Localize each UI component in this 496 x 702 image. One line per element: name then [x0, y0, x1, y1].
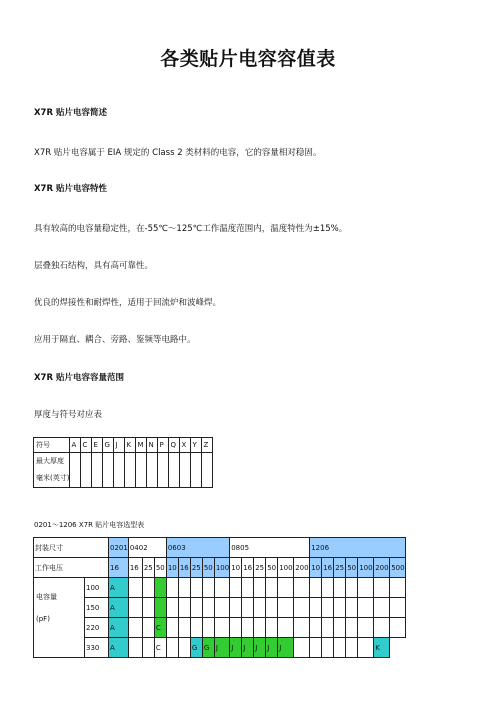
- selection-table-caption: 0201～1206 X7R 贴片电容选型表: [34, 521, 145, 529]
- table-cell: 25: [190, 558, 202, 578]
- table-cell: [166, 618, 178, 638]
- table-cell: 50: [266, 558, 278, 578]
- table-cell: G: [202, 638, 214, 658]
- table-cell: [136, 453, 147, 488]
- table-cell: [103, 453, 114, 488]
- table-cell: [158, 453, 169, 488]
- table-cell: A: [109, 578, 129, 598]
- table-cell: [346, 598, 358, 618]
- table-cell: [202, 618, 214, 638]
- table-cell: [81, 453, 92, 488]
- table-cell: 50: [346, 558, 358, 578]
- table-cell: [374, 598, 390, 618]
- table-cell: [178, 598, 190, 618]
- table-cell: [142, 578, 154, 598]
- table-cell: 16: [128, 558, 142, 578]
- table-row: [34, 638, 406, 658]
- table-cell: K: [374, 638, 390, 658]
- table-cell: [128, 598, 142, 618]
- table-cell: [214, 578, 229, 598]
- table-cell: [230, 618, 242, 638]
- table-cell: [147, 453, 158, 488]
- table-cell: [254, 578, 266, 598]
- table-cell: [390, 578, 406, 598]
- table-cell: 220: [85, 618, 109, 638]
- table-cell: N: [147, 438, 158, 453]
- table-cell: 50: [202, 558, 214, 578]
- table-cell: [322, 578, 334, 598]
- table-cell: [322, 618, 334, 638]
- table-cell: [178, 638, 190, 658]
- table-cell: C: [81, 438, 92, 453]
- table-cell: [114, 453, 125, 488]
- table-cell: J: [214, 638, 229, 658]
- table-cell: X: [180, 438, 191, 453]
- table-cell: [214, 618, 229, 638]
- table-cell: [154, 598, 166, 618]
- section-heading-features: X7R 贴片电容特性: [34, 184, 107, 194]
- table-cell: [178, 618, 190, 638]
- table-cell: 200: [294, 558, 310, 578]
- table-row: [34, 538, 406, 558]
- table-cell: M: [136, 438, 147, 453]
- table-cell: [322, 638, 334, 658]
- table-cell: [358, 598, 374, 618]
- table-cell: [266, 578, 278, 598]
- table-cell: [142, 638, 154, 658]
- table-row: [34, 453, 213, 488]
- thickness-label-line1: 最大厚度: [36, 457, 64, 465]
- table-cell: 0402: [128, 538, 166, 558]
- table-cell: A: [109, 638, 129, 658]
- table-cell: [310, 618, 322, 638]
- table-cell: [358, 578, 374, 598]
- table-cell: [294, 578, 310, 598]
- table-cell: 100: [214, 558, 229, 578]
- table-cell: [191, 453, 202, 488]
- table-cell: 25: [142, 558, 154, 578]
- table-cell: 0805: [230, 538, 310, 558]
- table-row: [34, 558, 406, 578]
- table-cell: 500: [390, 558, 406, 578]
- table-cell: [310, 578, 322, 598]
- table-cell: [70, 453, 81, 488]
- table-cell: 25: [334, 558, 346, 578]
- table-cell: [190, 578, 202, 598]
- table-cell: J: [230, 638, 242, 658]
- table-cell: 0201: [109, 538, 129, 558]
- table-cell: [266, 598, 278, 618]
- table-cell: 符号: [34, 438, 70, 453]
- table-cell: J: [266, 638, 278, 658]
- table-cell: 100: [358, 558, 374, 578]
- table-cell: [190, 598, 202, 618]
- paragraph-feature-structure: 层叠独石结构，具有高可靠性。: [34, 261, 154, 271]
- table-cell: [214, 598, 229, 618]
- paragraph-feature-solder: 优良的焊接性和耐焊性，适用于回流炉和波峰焊。: [34, 298, 222, 308]
- table-cell: A: [70, 438, 81, 453]
- table-cell: 50: [154, 558, 166, 578]
- table-cell: 封装尺寸: [34, 538, 109, 558]
- table-cell: P: [158, 438, 169, 453]
- table-cell: K: [125, 438, 136, 453]
- table-cell: 330: [85, 638, 109, 658]
- table-cell: [169, 453, 180, 488]
- table-cell: [278, 598, 294, 618]
- table-cell: 16: [178, 558, 190, 578]
- table-cell: Y: [191, 438, 202, 453]
- table-cell: [310, 638, 322, 658]
- table-cell: [310, 598, 322, 618]
- capacitance-label: 电容量: [36, 592, 57, 601]
- table-cell: 16: [242, 558, 254, 578]
- table-cell: 150: [85, 598, 109, 618]
- table-cell: [230, 598, 242, 618]
- table-cell: [34, 453, 70, 488]
- table-cell: [374, 618, 390, 638]
- table-cell: [390, 598, 406, 618]
- table-cell: Z: [202, 438, 213, 453]
- table-cell: [322, 598, 334, 618]
- table-cell: [266, 618, 278, 638]
- table-row: [34, 438, 213, 453]
- table-cell: [374, 578, 390, 598]
- table-cell: [278, 618, 294, 638]
- table-cell: [278, 578, 294, 598]
- table-cell: [346, 618, 358, 638]
- table-cell: 16: [322, 558, 334, 578]
- paragraph-feature-stability: 具有较高的电容量稳定性，在-55℃～125℃工作温度范围内，温度特性为±15%。: [34, 224, 348, 234]
- table-cell: [390, 618, 406, 638]
- capacitance-label-cell: [34, 578, 85, 638]
- table-cell: G: [190, 638, 202, 658]
- section-heading-range: X7R 贴片电容容量范围: [34, 373, 124, 383]
- table-cell: 100: [85, 578, 109, 598]
- table-cell: [242, 598, 254, 618]
- table-cell: J: [278, 638, 294, 658]
- paragraph-feature-application: 应用于隔直、耦合、旁路、鉴频等电路中。: [34, 335, 196, 345]
- table-cell: C: [154, 618, 166, 638]
- table-cell: [128, 638, 142, 658]
- table-row: [34, 598, 406, 618]
- table-cell: [334, 578, 346, 598]
- table-cell: 16: [109, 558, 129, 578]
- table-cell: [202, 598, 214, 618]
- paragraph-table-intro: 厚度与符号对应表: [34, 410, 103, 420]
- page-title: 各类贴片电容容值表: [160, 48, 336, 70]
- table-cell: [294, 618, 310, 638]
- table-cell: [92, 453, 103, 488]
- table-cell: J: [254, 638, 266, 658]
- table-cell: [190, 618, 202, 638]
- table-cell: [230, 578, 242, 598]
- table-cell: [358, 638, 374, 658]
- section-heading-overview: X7R 贴片电容简述: [34, 108, 107, 118]
- table-cell: [178, 578, 190, 598]
- table-cell: J: [114, 438, 125, 453]
- table-cell: [346, 578, 358, 598]
- table-cell: [142, 618, 154, 638]
- table-cell: [142, 598, 154, 618]
- table-cell: 10: [310, 558, 322, 578]
- table-cell: [254, 618, 266, 638]
- table-row: [34, 578, 406, 598]
- table-cell: A: [109, 598, 129, 618]
- table-cell: [254, 598, 266, 618]
- table-cell: [294, 598, 310, 618]
- table-cell: [180, 453, 191, 488]
- table-cell: [166, 638, 178, 658]
- table-cell: A: [109, 618, 129, 638]
- table-cell: 10: [166, 558, 178, 578]
- table-cell: [242, 578, 254, 598]
- table-cell: [346, 638, 358, 658]
- table-cell: [128, 618, 142, 638]
- capacitance-unit: (pF): [36, 614, 50, 623]
- table-cell: C: [154, 638, 166, 658]
- table-cell: 100: [278, 558, 294, 578]
- table-cell: [294, 638, 310, 658]
- table-cell: [334, 618, 346, 638]
- table-cell: E: [92, 438, 103, 453]
- table-cell: [202, 453, 213, 488]
- table-cell: [125, 453, 136, 488]
- table-row: [34, 618, 406, 638]
- selection-table: [33, 537, 406, 658]
- table-cell: [242, 618, 254, 638]
- table-cell: 200: [374, 558, 390, 578]
- table-cell: [154, 578, 166, 598]
- table-cell: Q: [169, 438, 180, 453]
- table-cell: 10: [230, 558, 242, 578]
- table-cell: 0603: [166, 538, 229, 558]
- table-cell: [128, 578, 142, 598]
- table-cell: G: [103, 438, 114, 453]
- table-cell: [34, 638, 85, 658]
- table-cell: 1206: [310, 538, 406, 558]
- table-cell: [334, 598, 346, 618]
- table-cell: [334, 638, 346, 658]
- thickness-symbol-table: [33, 437, 213, 488]
- table-cell: [358, 618, 374, 638]
- table-cell: [166, 598, 178, 618]
- table-cell: [202, 578, 214, 598]
- table-cell: 25: [254, 558, 266, 578]
- table-cell: J: [242, 638, 254, 658]
- thickness-label-line2: 毫米(英寸): [36, 474, 70, 482]
- paragraph-overview: X7R 贴片电容属于 EIA 规定的 Class 2 类材料的电容，它的容量相对稳固。: [34, 148, 322, 158]
- table-cell: 工作电压: [34, 558, 109, 578]
- table-cell: [166, 578, 178, 598]
